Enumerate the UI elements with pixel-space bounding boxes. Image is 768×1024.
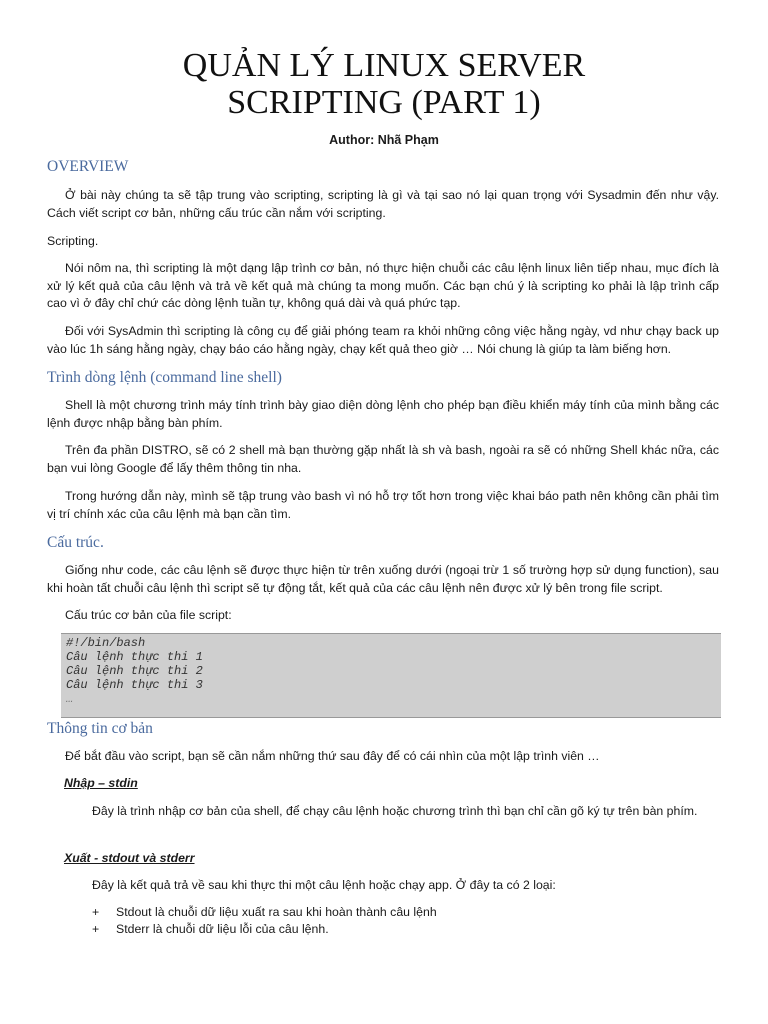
code-line-ellipsis: …: [66, 692, 74, 706]
title-line-1: QUẢN LÝ LINUX SERVER: [182, 47, 586, 84]
overview-paragraph-3: Đối với SysAdmin thì scripting là công cụ để giải phóng team ra khỏi những công việc hằng ngày, vd như chạy back up vào lúc 1h sáng hằng ngày, chạy báo cáo hằng ngày, chạy kết quả theo giờ … Nói chung là giúp ta làm biếng hơn.: [47, 324, 719, 356]
author-line: Author: Nhã Phạm: [329, 133, 439, 147]
structure-paragraph-1: Giống như code, các câu lệnh sẽ được thực hiện từ trên xuống dưới (ngoại trừ 1 số trường hợp sử dụng function), sau khi hoàn tất chuỗi câu lệnh thì script sẽ tự động tắt, kết quả của các câu lệnh nên được xử lý bên trong file script.: [47, 563, 719, 595]
overview-paragraph-2: Nói nôm na, thì scripting là một dạng lập trình cơ bản, nó thực hiện chuỗi các câu lệnh linux liên tiếp nhau, mục đích là xử lý kết quả của câu lệnh và trả về kết quả mà chúng ta mong muốn. Các bạn chú ý là scripting ko phải là lập trình cấp cao vì ở đây chỉ chứ các dòng lệnh tuần tự, không quá dài và quá phức tạp.: [47, 261, 719, 310]
subheading-stdout: Xuất - stdout và stderr: [64, 851, 195, 865]
heading-overview: OVERVIEW: [47, 158, 129, 175]
code-line: Câu lệnh thực thi 1: [66, 650, 203, 664]
overview-paragraph-1: Ở bài này chúng ta sẽ tập trung vào scripting, scripting là gì và tại sao nó lại quan trọng với Sysadmin đến như vậy. Cách viết script cơ bản, những cấu trúc cần nắm với scripting.: [47, 188, 719, 220]
list-item-text: Stdout là chuỗi dữ liệu xuất ra sau khi hoàn thành câu lệnh: [116, 905, 437, 919]
stdout-paragraph: Đây là kết quả trả về sau khi thực thi một câu lệnh hoặc chạy app. Ở đây ta có 2 loại:: [92, 878, 556, 892]
bullet-plus-icon: +: [92, 905, 100, 919]
code-line: Câu lệnh thực thi 2: [66, 664, 203, 678]
code-line-shebang: #!/bin/bash: [66, 636, 146, 650]
list-item: [92, 921, 329, 938]
heading-structure: Cấu trúc.: [47, 534, 104, 551]
basics-intro: Để bắt đầu vào script, bạn sẽ cần nắm những thứ sau đây để có cái nhìn của một lập trình viên …: [65, 749, 600, 763]
code-line: Câu lệnh thực thi 3: [66, 678, 203, 692]
code-block: [61, 633, 721, 718]
heading-shell: Trình dòng lệnh (command line shell): [47, 369, 282, 386]
scripting-label: Scripting.: [47, 234, 99, 248]
list-item-text: Stderr là chuỗi dữ liệu lỗi của câu lệnh.: [116, 922, 329, 936]
stdin-paragraph: Đây là trình nhập cơ bản của shell, để chạy câu lệnh hoặc chương trình thì bạn chỉ cần gõ ký tự trên bàn phím.: [92, 804, 698, 818]
shell-paragraph-2: Trên đa phần DISTRO, sẽ có 2 shell mà bạn thường gặp nhất là sh và bash, ngoài ra sẽ có những Shell khác nữa, các bạn vui lòng Google để lấy thêm thông tin nha.: [47, 443, 719, 475]
title-line-2: SCRIPTING (PART 1): [227, 84, 541, 121]
structure-paragraph-2: Cấu trúc cơ bản của file script:: [65, 608, 232, 622]
shell-paragraph-3: Trong hướng dẫn này, mình sẽ tập trung vào bash vì nó hỗ trợ tốt hơn trong việc khai báo path nên không cần phải tìm vị trí chính xác của câu lệnh mà bạn cần tìm.: [47, 489, 719, 521]
heading-basics: Thông tin cơ bản: [47, 720, 153, 737]
subheading-stdin: Nhập – stdin: [64, 776, 138, 790]
list-item: [92, 904, 437, 921]
bullet-plus-icon: +: [92, 922, 100, 936]
shell-paragraph-1: Shell là một chương trình máy tính trình bày giao diện dòng lệnh cho phép bạn điều khiển máy tính của mình bằng các lệnh được nhập bằng bàn phím.: [47, 398, 719, 430]
